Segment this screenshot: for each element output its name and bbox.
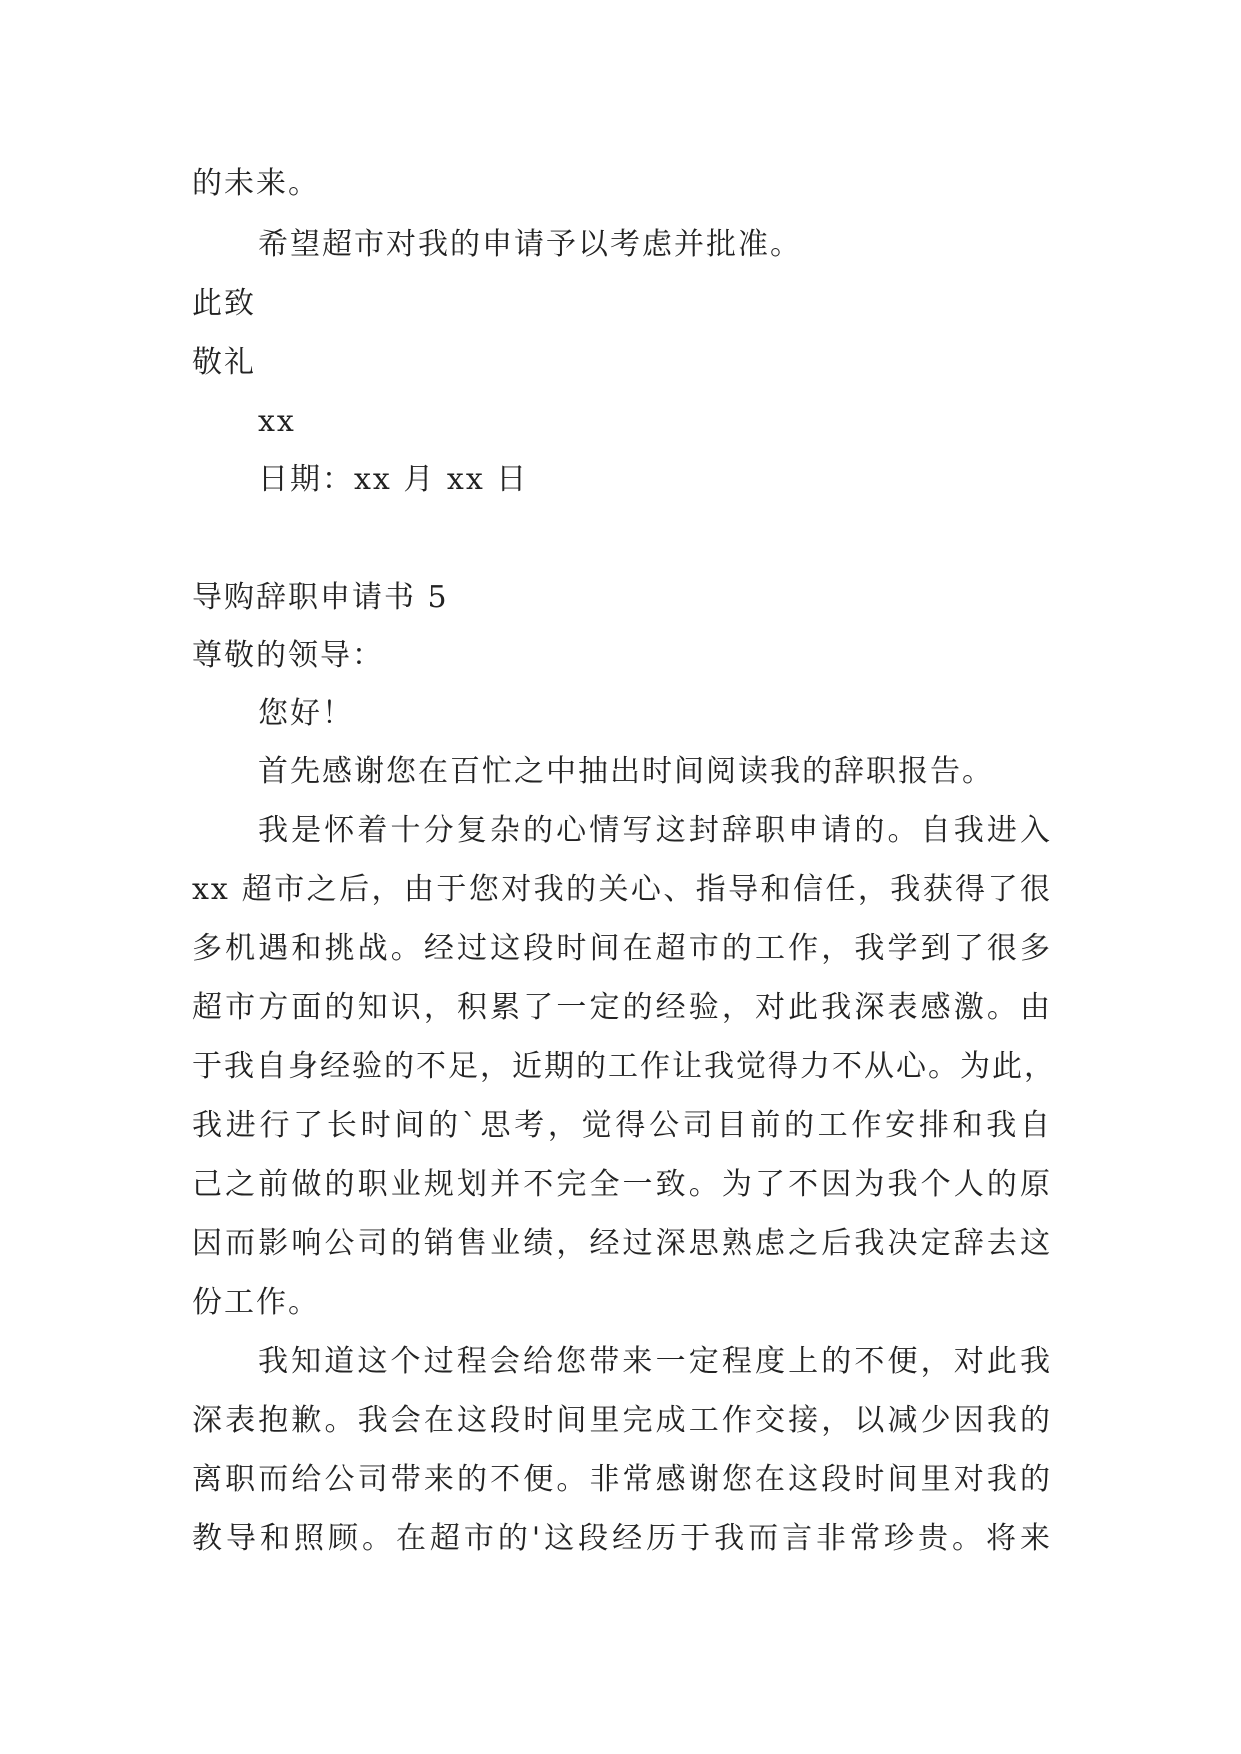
previous-letter-tail: 的未来。 [192, 166, 320, 201]
body-line: 多机遇和挑战。经过这段时间在超市的工作，我学到了很多 [192, 931, 1052, 966]
section-title: 导购辞职申请书 5 [192, 580, 449, 615]
salutation-jingli: 敬礼 [192, 345, 256, 380]
body-line: 我是怀着十分复杂的心情写这封辞职申请的。自我进入 [258, 813, 1052, 848]
addressee: 尊敬的领导： [192, 638, 384, 673]
signature: xx [258, 404, 296, 439]
body-line: 份工作。 [192, 1285, 320, 1320]
body-line: xx 超市之后，由于您对我的关心、指导和信任，我获得了很 [192, 872, 1052, 907]
body-line: 深表抱歉。我会在这段时间里完成工作交接，以减少因我的 [192, 1403, 1052, 1438]
greeting: 您好！ [258, 696, 354, 731]
body-line: 离职而给公司带来的不便。非常感谢您在这段时间里对我的 [192, 1462, 1052, 1497]
body-line: 首先感谢您在百忙之中抽出时间阅读我的辞职报告。 [258, 754, 994, 789]
body-line: 我知道这个过程会给您带来一定程度上的不便，对此我 [258, 1344, 1052, 1379]
body-line: 我进行了长时间的`思考，觉得公司目前的工作安排和我自 [192, 1108, 1052, 1143]
body-line: 于我自身经验的不足，近期的工作让我觉得力不从心。为此， [192, 1049, 1056, 1084]
body-line: 教导和照顾。在超市的'这段经历于我而言非常珍贵。将来 [192, 1521, 1052, 1556]
body-line: 因而影响公司的销售业绩，经过深思熟虑之后我决定辞去这 [192, 1226, 1052, 1261]
salutation-cizhi: 此致 [192, 286, 256, 321]
body-line: 超市方面的知识，积累了一定的经验，对此我深表感激。由 [192, 990, 1052, 1025]
previous-letter-closing: 希望超市对我的申请予以考虑并批准。 [258, 227, 802, 262]
date-line: 日期：xx 月 xx 日 [258, 462, 529, 497]
body-line: 己之前做的职业规划并不完全一致。为了不因为我个人的原 [192, 1167, 1052, 1202]
